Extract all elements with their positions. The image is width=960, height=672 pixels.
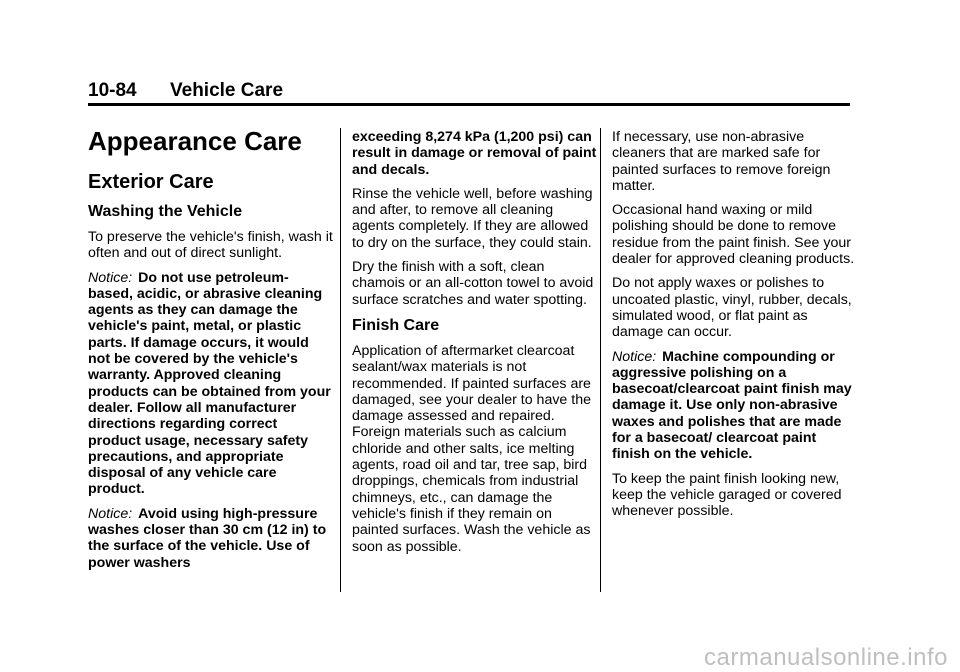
paragraph: Occasional hand waxing or mild polishing should be done to remove residue from the paint finish. See your dealer for approved cleaning products.	[612, 202, 855, 268]
column-divider	[340, 128, 341, 592]
paragraph: Dry the finish with a soft, clean chamois or an all-cotton towel to avoid surface scratches and water spotting.	[352, 259, 594, 308]
notice-label: Notice:	[612, 348, 657, 365]
paragraph: Do not apply waxes or polishes to uncoated plastic, vinyl, rubber, decals, simulated wood, or flat paint as damage can occur.	[612, 275, 852, 341]
subsection-heading: Finish Care	[352, 316, 440, 334]
notice	[612, 349, 857, 463]
column-3	[612, 129, 857, 528]
column-divider	[600, 128, 601, 592]
notice-text: Avoid using high-pressure washes closer than 30 cm (12 in) to the surface of the vehicle. Use of power washers	[88, 505, 327, 571]
notice-label: Notice:	[88, 505, 133, 522]
watermark: carmanualsonline.info	[704, 644, 948, 671]
subsection-heading: Washing the Vehicle	[88, 203, 243, 220]
page-number: 10-84	[88, 80, 137, 101]
paragraph: To keep the paint finish looking new, keep the vehicle garaged or covered whenever possible.	[612, 470, 842, 520]
column-1	[88, 126, 333, 579]
notice-text: Do not use petroleum-based, acidic, or abrasive cleaning agents as they can damage the vehicle's paint, metal, or plastic parts. If damage occurs, it would not be covered by the vehicle's warranty. Approved cleaning products can be obtained from your dealer. Follow all manufacturer directions regarding correct product usage, necessary safety precautions, and appropriate disposal of any vehicle care product.	[88, 269, 331, 498]
paragraph: Application of aftermarket clearcoat sealant/wax materials is not recommended. If painted surfaces are damaged, see your dealer to have the damage assessed and repaired. Foreign materials such as calcium chloride and other salts, ice melting agents, road oil and tar, tree sap, bird droppings, chemicals from industrial chimneys, etc., can damage the vehicle's finish if they remain on painted surfaces. Wash the vehicle as soon as possible.	[352, 342, 591, 555]
notice-text: Machine compounding or aggressive polishing on a basecoat/clearcoat paint finish may damage it. Use only non-abrasive waxes and polishes that are made for a basecoat/ clearcoat paint finish on the vehicle.	[612, 348, 852, 463]
header-rule	[88, 103, 850, 106]
page-title: Appearance Care	[88, 126, 302, 156]
column-2	[352, 129, 597, 563]
paragraph: If necessary, use non-abrasive cleaners that are marked safe for painted surfaces to remove foreign matter.	[612, 129, 831, 194]
section-title: Vehicle Care	[170, 80, 284, 101]
notice	[88, 506, 333, 571]
section-heading: Exterior Care	[88, 171, 214, 193]
notice-label: Notice:	[88, 269, 133, 286]
paragraph: Rinse the vehicle well, before washing and after, to remove all cleaning agents completely. If they are allowed to dry on the surface, they could stain.	[352, 185, 593, 251]
paragraph: To preserve the vehicle's finish, wash it often and out of direct sunlight.	[88, 229, 333, 262]
notice	[88, 270, 333, 498]
notice-continuation: exceeding 8,274 kPa (1,200 psi) can result in damage or removal of paint and decals.	[352, 129, 597, 178]
page-header	[88, 80, 850, 102]
